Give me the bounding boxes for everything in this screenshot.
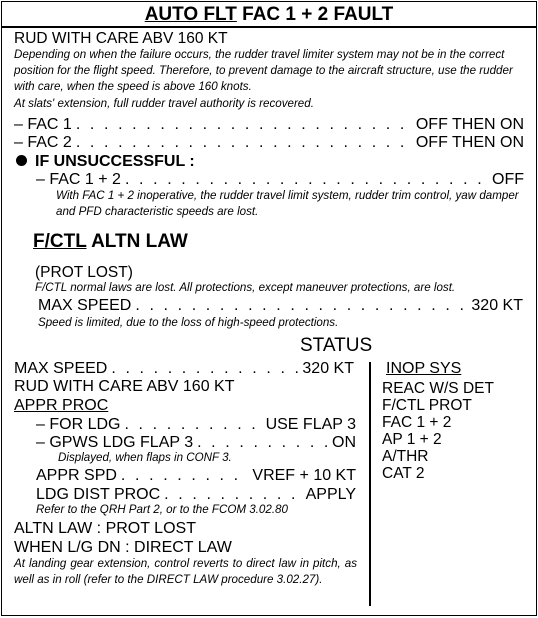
max-speed-value: 320 KT	[471, 297, 523, 314]
dot-leader	[76, 133, 412, 152]
fctl-system: F/CTL	[33, 231, 87, 252]
fac12-value: OFF	[492, 171, 524, 188]
fac2-row	[14, 133, 524, 152]
fctl-law: ALTN LAW	[91, 231, 188, 252]
status-max-speed-value: 320 KT	[302, 360, 354, 377]
dot-leader	[135, 296, 467, 315]
appr-spd-row	[36, 466, 356, 485]
dot-leader	[124, 415, 261, 434]
gpws-value: ON	[332, 434, 356, 451]
fac12-label: – FAC 1 + 2	[36, 171, 121, 188]
max-speed-label: MAX SPEED	[38, 297, 132, 314]
ldg-dist-note: Refer to the QRH Part 2, or to the FCOM 3.02.80	[36, 503, 288, 516]
inop-item: FAC 1 + 2	[382, 414, 452, 431]
status-heading: STATUS	[300, 335, 373, 356]
fac1-value: OFF THEN ON	[415, 116, 524, 133]
inop-item: A/THR	[382, 448, 429, 465]
inop-item: REAC W/S DET	[382, 380, 494, 397]
when-lg-dn: WHEN L/G DN : DIRECT LAW	[14, 539, 232, 556]
appr-spd-value: VREF + 10 KT	[252, 467, 356, 484]
fac12-note: With FAC 1 + 2 inoperative, the rudder travel limit system, rudder trim control, yaw damper and PFD characteristic speeds are lost.	[56, 189, 519, 218]
procedure-title	[2, 2, 536, 28]
dot-leader	[111, 359, 298, 378]
dot-leader	[76, 115, 412, 134]
title-system: AUTO FLT	[144, 4, 237, 25]
inop-item: AP 1 + 2	[382, 431, 442, 448]
inop-sys-heading: INOP SYS	[386, 360, 462, 377]
for-ldg-row	[36, 415, 356, 434]
altn-law-prot-lost: ALTN LAW : PROT LOST	[14, 520, 196, 537]
if-unsuccessful	[16, 152, 195, 171]
slats-note: At slats' extension, full rudder travel authority is recovered.	[14, 97, 314, 110]
rud-care-label: RUD WITH CARE ABV 160 KT	[14, 30, 228, 47]
for-ldg-value: USE FLAP 3	[265, 416, 356, 433]
fac2-label: – FAC 2	[14, 134, 72, 151]
ldg-dist-value: APPLY	[305, 486, 356, 503]
status-max-speed-label: MAX SPEED	[14, 360, 108, 377]
fac1-row	[14, 115, 524, 134]
title-fault: FAC 1 + 2 FAULT	[242, 4, 394, 25]
prot-lost-label: (PROT LOST)	[35, 264, 133, 281]
if-unsuccessful-label: IF UNSUCCESSFUL :	[35, 153, 195, 170]
procedure-page	[1, 1, 537, 616]
status-divider	[369, 362, 371, 606]
appr-spd-label: APPR SPD	[36, 467, 117, 484]
fac1-label: – FAC 1	[14, 116, 72, 133]
ldg-dist-label: LDG DIST PROC	[36, 486, 161, 503]
inop-item: CAT 2	[382, 465, 425, 482]
max-speed-row	[38, 296, 523, 315]
dot-leader	[125, 170, 488, 189]
fac12-row	[36, 170, 524, 189]
gpws-note: Displayed, when flaps in CONF 3.	[58, 451, 232, 464]
appr-proc-heading: APPR PROC	[14, 397, 109, 414]
gpws-label: – GPWS LDG FLAP 3	[36, 434, 194, 451]
bullet-icon	[16, 155, 27, 166]
status-max-speed-row	[14, 359, 354, 378]
direct-law-note: At landing gear extension, control reverts to direct law in pitch, as well as in roll (refer to the DIRECT LAW procedure 3.02.27).	[14, 557, 357, 586]
prot-lost-note: F/CTL normal laws are lost. All protections, except maneuver protections, are lost.	[35, 281, 456, 294]
fctl-heading	[33, 231, 188, 253]
inop-item: F/CTL PROT	[382, 397, 472, 414]
rud-care-note: Depending on when the failure occurs, the rudder travel limiter system may not be in the correct position for the flight speed. Therefore, to prevent damage to the aircraft structure, use the rudder with care, when the speed is above 160 knots.	[14, 48, 513, 93]
for-ldg-label: – FOR LDG	[36, 416, 121, 433]
dot-leader	[121, 466, 248, 485]
fac2-value: OFF THEN ON	[415, 134, 524, 151]
max-speed-note: Speed is limited, due to the loss of high-speed protections.	[38, 316, 339, 329]
status-rud-care: RUD WITH CARE ABV 160 KT	[14, 378, 235, 395]
